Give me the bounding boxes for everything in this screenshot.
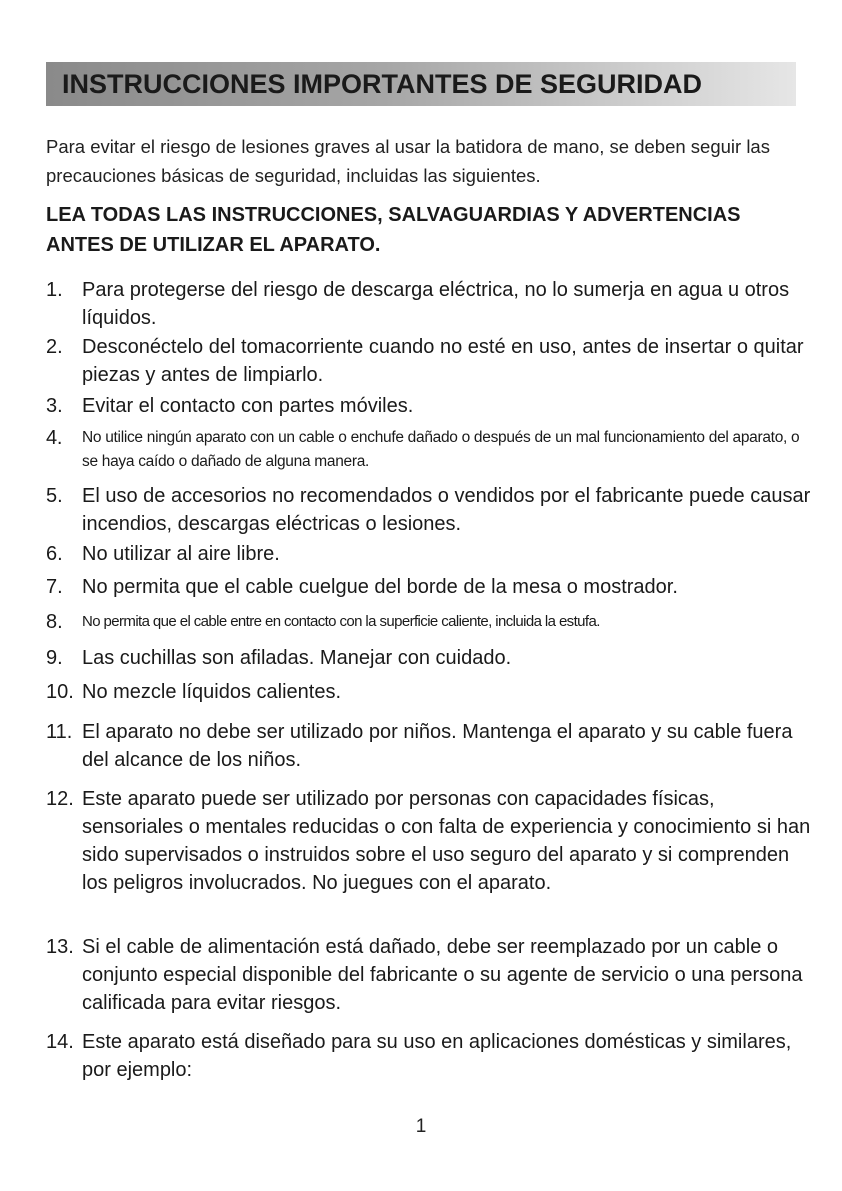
item-text: Para protegerse del riesgo de descarga eléctrica, no lo sumerja en agua u otros líquidos. [82,279,790,329]
list-item [46,333,816,389]
item-number: 11. [46,721,73,743]
list-item [46,426,816,474]
item-number: 1. [46,279,63,301]
item-text: Si el cable de alimentación está dañado, debe ser reemplazado por un cable o conjunto especial disponible del fabricante o su agente de servicio o una persona calificada para evitar riesgos. [82,936,803,1014]
item-number: 12. [46,788,74,810]
list-item [46,610,816,634]
section-title-bar [46,62,796,106]
item-text: Este aparato está diseñado para su uso en aplicaciones domésticas y similares, por ejemplo: [82,1031,792,1081]
item-number: 6. [46,543,63,565]
item-text: Desconéctelo del tomacorriente cuando no esté en uso, antes de insertar o quitar piezas y antes de limpiarlo. [82,336,804,386]
item-text: Este aparato puede ser utilizado por personas con capacidades físicas, sensoriales o mentales reducidas o con falta de experiencia y conocimiento si han sido supervisados o instruidos sobre el uso seguro del aparato y si comprenden los peligros involucrados. No juegues con el aparato. [82,788,811,894]
item-number: 2. [46,336,63,358]
item-number: 4. [46,427,63,449]
list-item [46,678,816,706]
list-item [46,573,816,601]
item-text: El aparato no debe ser utilizado por niños. Mantenga el aparato y su cable fuera del alcance de los niños. [82,721,793,771]
page-title: INSTRUCCIONES IMPORTANTES DE SEGURIDAD [62,69,703,99]
item-number: 10. [46,681,74,703]
list-item [46,785,816,897]
item-text: El uso de accesorios no recomendados o vendidos por el fabricante puede causar incendios, descargas eléctricas o lesiones. [82,485,811,535]
list-item [46,482,816,538]
warning-heading: LEA TODAS LAS INSTRUCCIONES, SALVAGUARDIAS Y ADVERTENCIAS ANTES DE UTILIZAR EL APARATO. [46,204,741,256]
list-item [46,392,816,420]
intro-paragraph: Para evitar el riesgo de lesiones graves al usar la batidora de mano, se deben seguir las precauciones básicas de seguridad, incluidas las siguientes. [46,136,770,186]
list-item [46,540,816,568]
item-number: 5. [46,485,63,507]
list-item [46,718,816,774]
item-number: 7. [46,576,63,598]
item-text: No permita que el cable cuelgue del borde de la mesa o mostrador. [82,576,678,598]
list-item [46,644,816,672]
page-number: 1 [415,1116,427,1137]
item-number: 14. [46,1031,74,1053]
item-text: No utilizar al aire libre. [82,543,280,565]
list-item [46,933,816,1017]
item-text: No mezcle líquidos calientes. [82,681,342,703]
item-text: Las cuchillas son afiladas. Manejar con cuidado. [82,647,512,669]
item-number: 8. [46,611,63,633]
item-number: 13. [46,936,74,958]
item-text: No permita que el cable entre en contacto con la superficie caliente, incluida la estufa. [82,613,600,630]
item-text: No utilice ningún aparato con un cable o enchufe dañado o después de un mal funcionamiento del aparato, o se haya caído o dañado de alguna manera. [82,429,800,470]
list-item [46,276,816,332]
item-number: 9. [46,647,63,669]
item-text: Evitar el contacto con partes móviles. [82,395,414,417]
item-number: 3. [46,395,63,417]
list-item [46,1028,816,1084]
